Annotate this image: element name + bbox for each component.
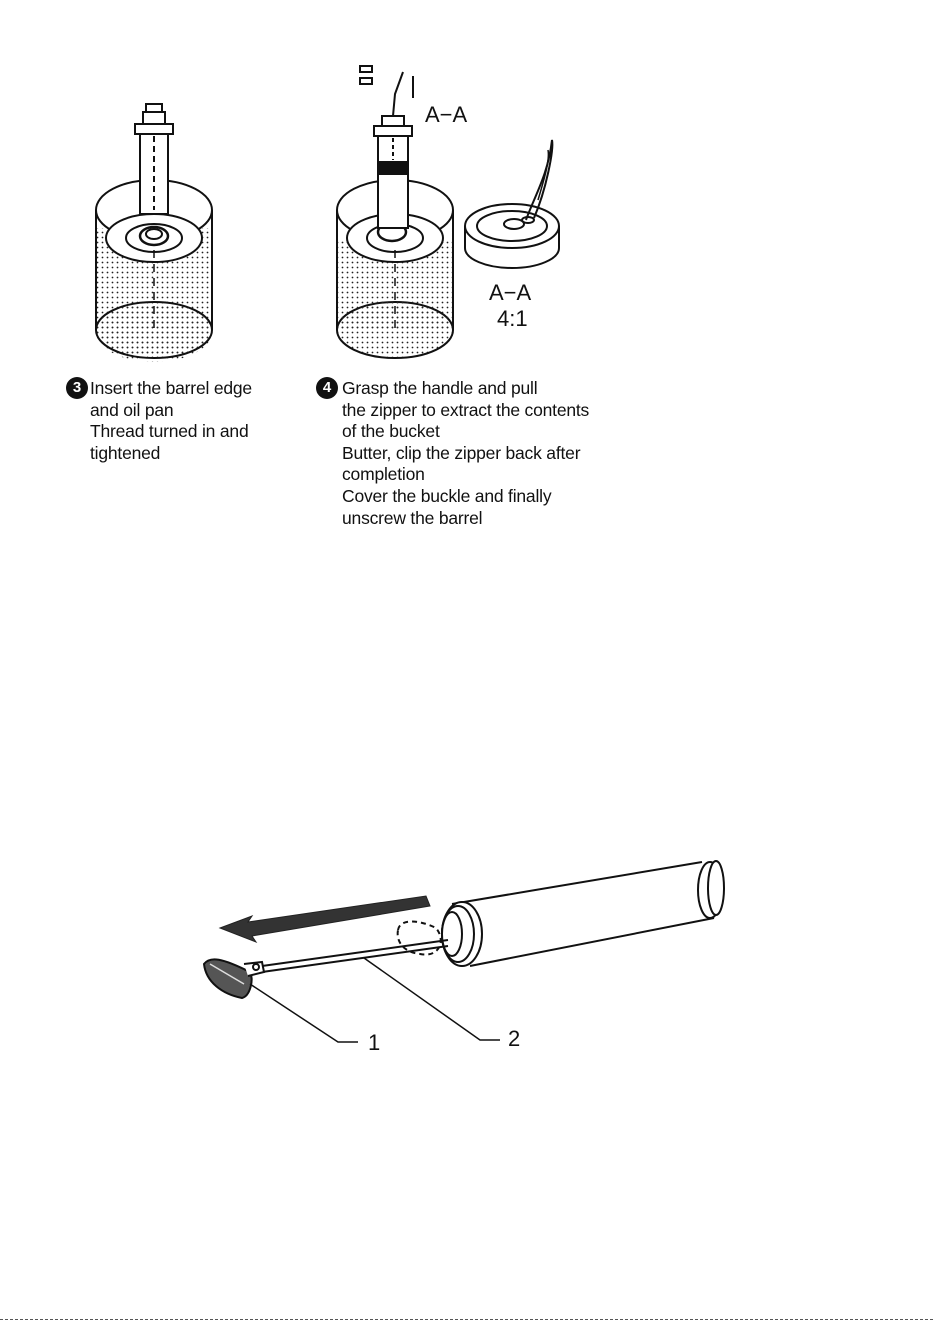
step4-instructions [342, 378, 589, 529]
callout-2-label: 2 [508, 1026, 521, 1051]
step3-line: and oil pan [90, 399, 174, 420]
step4-line: unscrew the barrel [342, 507, 483, 528]
step3-instructions [90, 378, 252, 464]
step4-line: Grasp the handle and pull [342, 378, 538, 398]
step3-line: tightened [90, 442, 161, 463]
page-bottom-rule [0, 1319, 933, 1320]
detail-lid-illustration [465, 140, 559, 268]
step4-line: Butter, clip the zipper back after [342, 442, 581, 463]
step4-line: of the bucket [342, 421, 440, 442]
step4-line: completion [342, 464, 425, 485]
detail-scale-label: 4:1 [497, 306, 528, 331]
step3-line: Thread turned in and [90, 421, 249, 442]
detail-view-label: A−A [489, 280, 532, 305]
step4-line: Cover the buckle and finally [342, 485, 552, 506]
step4-number-badge: 4 [316, 377, 338, 399]
bottom-illustration [204, 861, 724, 1042]
callout-1-label: 1 [368, 1030, 381, 1055]
section-mark-label: A−A [425, 102, 468, 127]
step3-number-badge: 3 [66, 377, 88, 399]
step3-bucket-illustration [96, 104, 212, 362]
step4-line: the zipper to extract the contents [342, 399, 590, 420]
step3-line: Insert the barrel edge [90, 378, 252, 398]
section-mark-icon [360, 66, 372, 84]
